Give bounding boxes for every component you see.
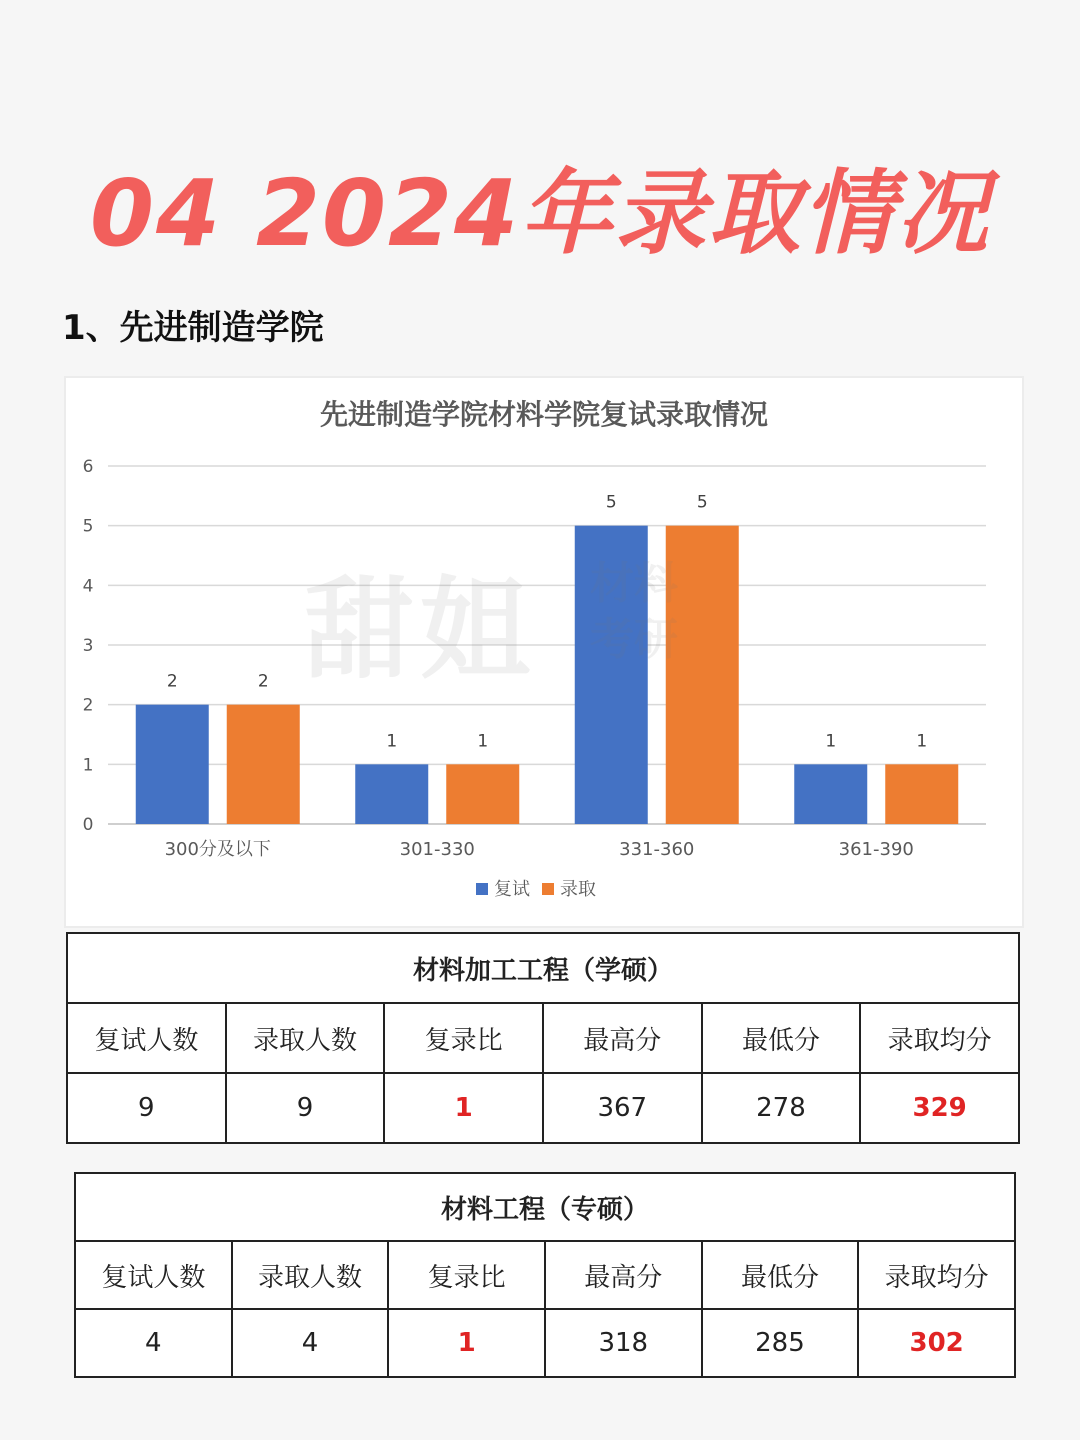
legend-swatch — [476, 883, 488, 895]
header-cell: 最高分 — [545, 1241, 702, 1309]
header-cell: 最高分 — [543, 1003, 702, 1073]
value-cell-highlight: 1 — [384, 1073, 543, 1143]
y-tick-label: 2 — [82, 695, 94, 716]
x-tick-label: 331-360 — [619, 839, 695, 860]
legend-label: 复试 — [494, 879, 530, 900]
table-academic-master — [66, 932, 1020, 1144]
header-cell: 复录比 — [384, 1003, 543, 1073]
value-cell: 4 — [232, 1309, 389, 1377]
page-headline: 04 2024年录取情况 — [89, 160, 991, 267]
table-professional-master — [74, 1172, 1016, 1378]
table-header-row — [67, 1003, 1019, 1073]
header-cell: 录取人数 — [232, 1241, 389, 1309]
table-row — [75, 1309, 1015, 1377]
value-cell-highlight: 302 — [858, 1309, 1015, 1377]
bar-fushi — [355, 764, 428, 824]
bar-luqu — [446, 764, 519, 824]
header-cell: 录取均分 — [860, 1003, 1019, 1073]
header-cell: 复录比 — [388, 1241, 545, 1309]
header-cell: 复试人数 — [67, 1003, 226, 1073]
data-label: 2 — [257, 671, 269, 692]
value-cell: 9 — [226, 1073, 385, 1143]
table-row — [67, 1073, 1019, 1143]
watermark-main: 甜姐 — [304, 566, 536, 694]
data-label: 1 — [477, 731, 489, 752]
bar-luqu — [666, 526, 739, 824]
legend-label: 录取 — [560, 879, 596, 900]
data-label: 5 — [696, 492, 708, 513]
chart-card — [64, 376, 1024, 928]
value-cell-highlight: 329 — [860, 1073, 1019, 1143]
header-cell: 复试人数 — [75, 1241, 232, 1309]
x-tick-label: 361-390 — [838, 839, 914, 860]
y-tick-label: 5 — [82, 516, 94, 537]
chart-title: 先进制造学院材料学院复试录取情况 — [319, 398, 769, 431]
data-label: 2 — [166, 671, 178, 692]
header-cell: 最低分 — [702, 1241, 859, 1309]
section-title: 1、先进制造学院 — [62, 308, 324, 348]
value-cell: 9 — [67, 1073, 226, 1143]
bar-luqu — [885, 764, 958, 824]
x-tick-label: 300分及以下 — [164, 839, 271, 860]
header-cell: 录取人数 — [226, 1003, 385, 1073]
value-cell: 285 — [702, 1309, 859, 1377]
table-caption: 材料工程（专硕） — [75, 1173, 1015, 1241]
table-caption: 材料加工工程（学硕） — [67, 933, 1019, 1003]
y-tick-label: 0 — [82, 815, 94, 835]
value-cell: 4 — [75, 1309, 232, 1377]
bar-fushi — [136, 705, 209, 824]
bar-fushi — [794, 764, 867, 824]
header-cell: 最低分 — [702, 1003, 861, 1073]
y-tick-label: 4 — [82, 576, 94, 597]
y-tick-label: 1 — [82, 755, 94, 776]
bar-chart — [66, 378, 1022, 926]
bar-luqu — [227, 705, 300, 824]
y-tick-label: 3 — [82, 636, 94, 656]
data-label: 5 — [605, 492, 617, 513]
table-header-row — [75, 1241, 1015, 1309]
value-cell: 367 — [543, 1073, 702, 1143]
data-label: 1 — [825, 731, 837, 752]
value-cell: 278 — [702, 1073, 861, 1143]
x-tick-label: 301-330 — [399, 839, 475, 860]
legend-swatch — [542, 883, 554, 895]
data-label: 1 — [386, 731, 398, 752]
y-tick-label: 6 — [82, 457, 94, 477]
data-label: 1 — [916, 731, 928, 752]
value-cell: 318 — [545, 1309, 702, 1377]
header-cell: 录取均分 — [858, 1241, 1015, 1309]
bar-fushi — [575, 526, 648, 824]
value-cell-highlight: 1 — [388, 1309, 545, 1377]
